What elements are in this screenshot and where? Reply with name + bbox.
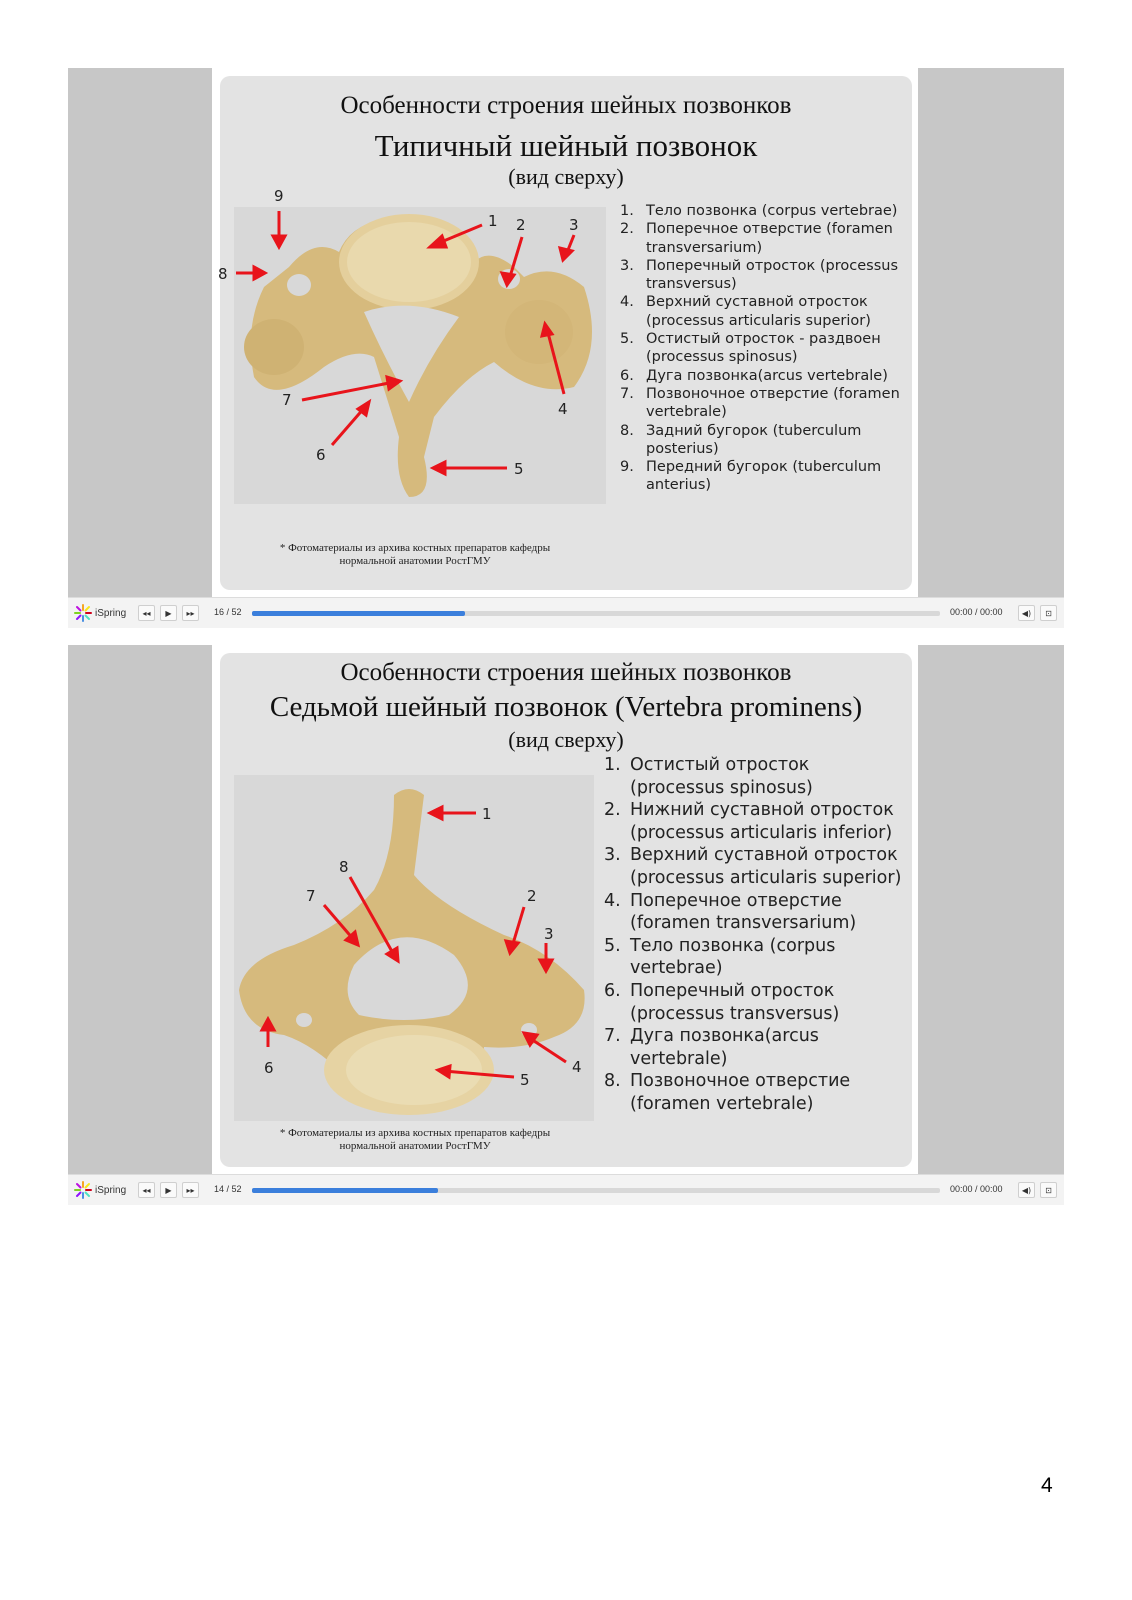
note-line: * Фотоматериалы из архива костных препаратов кафедры (279, 542, 551, 554)
slide-subtitle: (вид сверху) (508, 164, 624, 189)
player-controls (68, 597, 1064, 628)
vertebra-illustration (234, 775, 594, 1121)
legend-list (604, 754, 904, 1116)
time-readout: 00:00 / 00:00 (950, 1184, 1003, 1194)
legend-item: 6. Поперечный отросток (processus transversus) (604, 980, 840, 1024)
outside-label-9: 9 (274, 187, 284, 205)
photo-label-2: 2 (516, 216, 526, 234)
slide-panel (220, 653, 912, 1167)
logo-text: iSpring (95, 607, 127, 619)
photo-label-8: 8 (339, 858, 349, 876)
play-icon: ▶ (165, 608, 172, 618)
volume-icon: ◀) (1021, 1185, 1032, 1195)
volume-button[interactable] (1018, 605, 1035, 621)
slide-canvas (212, 645, 918, 1175)
legend-list (620, 202, 910, 495)
ispring-logo (74, 1181, 126, 1199)
legend-item: 8. Задний бугорок (tuberculum posterius) (620, 422, 862, 457)
legend-item: 2. Поперечное отверстие (foramen transversarium) (620, 221, 893, 256)
photo-label-1: 1 (482, 805, 492, 823)
forward-icon: ▸▸ (186, 608, 195, 618)
progress-fill (252, 611, 465, 616)
slide-player-2 (68, 645, 1064, 1205)
play-button[interactable] (160, 605, 177, 621)
progress-fill (252, 1188, 438, 1193)
progress-track[interactable] (252, 611, 940, 616)
outside-label-8: 8 (218, 265, 228, 283)
legend-item: 9. Передний бугорок (tuberculum anterius) (620, 459, 882, 494)
note-line: нормальной анатомии РостГМУ (339, 1140, 491, 1152)
slide-supertitle: Особенности строения шейных позвонков (340, 659, 792, 686)
legend-item: 7. Дуга позвонка(arcus vertebrale) (604, 1026, 819, 1069)
legend-item: 6. Дуга позвонка(arcus vertebrale) (620, 367, 888, 384)
legend-item: 4. Поперечное отверстие (foramen transversarium) (604, 890, 857, 934)
progress-track[interactable] (252, 1188, 940, 1193)
slide-canvas (212, 68, 918, 598)
slide-supertitle: Особенности строения шейных позвонков (340, 92, 792, 119)
note-line: * Фотоматериалы из архива костных препаратов кафедры (279, 1127, 551, 1139)
photo-label-5: 5 (514, 460, 524, 478)
fullscreen-icon: ⊡ (1045, 608, 1052, 618)
legend-item: 7. Позвоночное отверстие (foramen vertebrale) (620, 385, 900, 421)
photo-label-6: 6 (264, 1059, 274, 1077)
ispring-flower-icon (74, 1181, 92, 1199)
note-line: нормальной анатомии РостГМУ (339, 555, 491, 567)
legend-item: 8. Позвоночное отверстие (foramen vertebrale) (604, 1071, 851, 1114)
slide-panel (220, 76, 912, 590)
legend-item: 3. Верхний суставной отросток (processus articularis superior) (604, 845, 902, 888)
ispring-flower-icon (74, 604, 92, 622)
photo-label-2: 2 (527, 887, 537, 905)
volume-button[interactable] (1018, 1182, 1035, 1198)
photo-label-3: 3 (544, 925, 554, 943)
photo-label-1: 1 (488, 212, 498, 230)
legend-item: 5. Тело позвонка (corpus vertebrae) (604, 935, 836, 979)
volume-icon: ◀) (1021, 608, 1032, 618)
fullscreen-icon: ⊡ (1045, 1185, 1052, 1195)
vertebra-photo (234, 207, 606, 504)
legend-item: 5. Остистый отросток - раздвоен (processus spinosus) (620, 331, 881, 366)
photo-label-3: 3 (569, 216, 579, 234)
photo-credit-note (250, 542, 580, 568)
forward-icon: ▸▸ (186, 1185, 195, 1195)
play-icon: ▶ (165, 1185, 172, 1195)
slide-subtitle: (вид сверху) (508, 727, 624, 752)
slide-title: Седьмой шейный позвонок (Vertebra prominens) (269, 691, 863, 723)
rewind-button[interactable] (138, 1182, 155, 1198)
rewind-button[interactable] (138, 605, 155, 621)
legend-item: 2. Нижний суставной отросток (processus articularis inferior) (604, 800, 894, 843)
forward-button[interactable] (182, 605, 199, 621)
photo-label-5: 5 (520, 1071, 530, 1089)
slide-title: Типичный шейный позвонок (374, 128, 758, 163)
fullscreen-button[interactable] (1040, 1182, 1057, 1198)
photo-label-4: 4 (558, 400, 568, 418)
legend-item: 1. Тело позвонка (corpus vertebrae) (620, 203, 898, 219)
forward-button[interactable] (182, 1182, 199, 1198)
fullscreen-button[interactable] (1040, 605, 1057, 621)
play-button[interactable] (160, 1182, 177, 1198)
photo-label-7: 7 (282, 391, 292, 409)
photo-credit-note (250, 1127, 580, 1153)
legend-item: 3. Поперечный отросток (processus transversus) (620, 257, 899, 293)
player-controls (68, 1174, 1064, 1205)
vertebra-illustration (234, 207, 606, 504)
logo-text: iSpring (95, 1184, 127, 1196)
photo-label-7: 7 (306, 887, 316, 905)
rewind-icon: ◂◂ (142, 1185, 151, 1195)
vertebra-photo (234, 775, 594, 1121)
slide-counter: 16 / 52 (214, 607, 242, 617)
slide-player-1 (68, 68, 1064, 628)
photo-label-4: 4 (572, 1058, 582, 1076)
legend-item: 4. Верхний суставной отросток (processus articularis superior) (620, 294, 871, 329)
time-readout: 00:00 / 00:00 (950, 607, 1003, 617)
rewind-icon: ◂◂ (142, 608, 151, 618)
slide-counter: 14 / 52 (214, 1184, 242, 1194)
legend-item: 1. Остистый отросток (processus spinosus) (604, 755, 813, 798)
page-number: 4 (1041, 1474, 1053, 1497)
ispring-logo (74, 604, 126, 622)
photo-label-6: 6 (316, 446, 326, 464)
